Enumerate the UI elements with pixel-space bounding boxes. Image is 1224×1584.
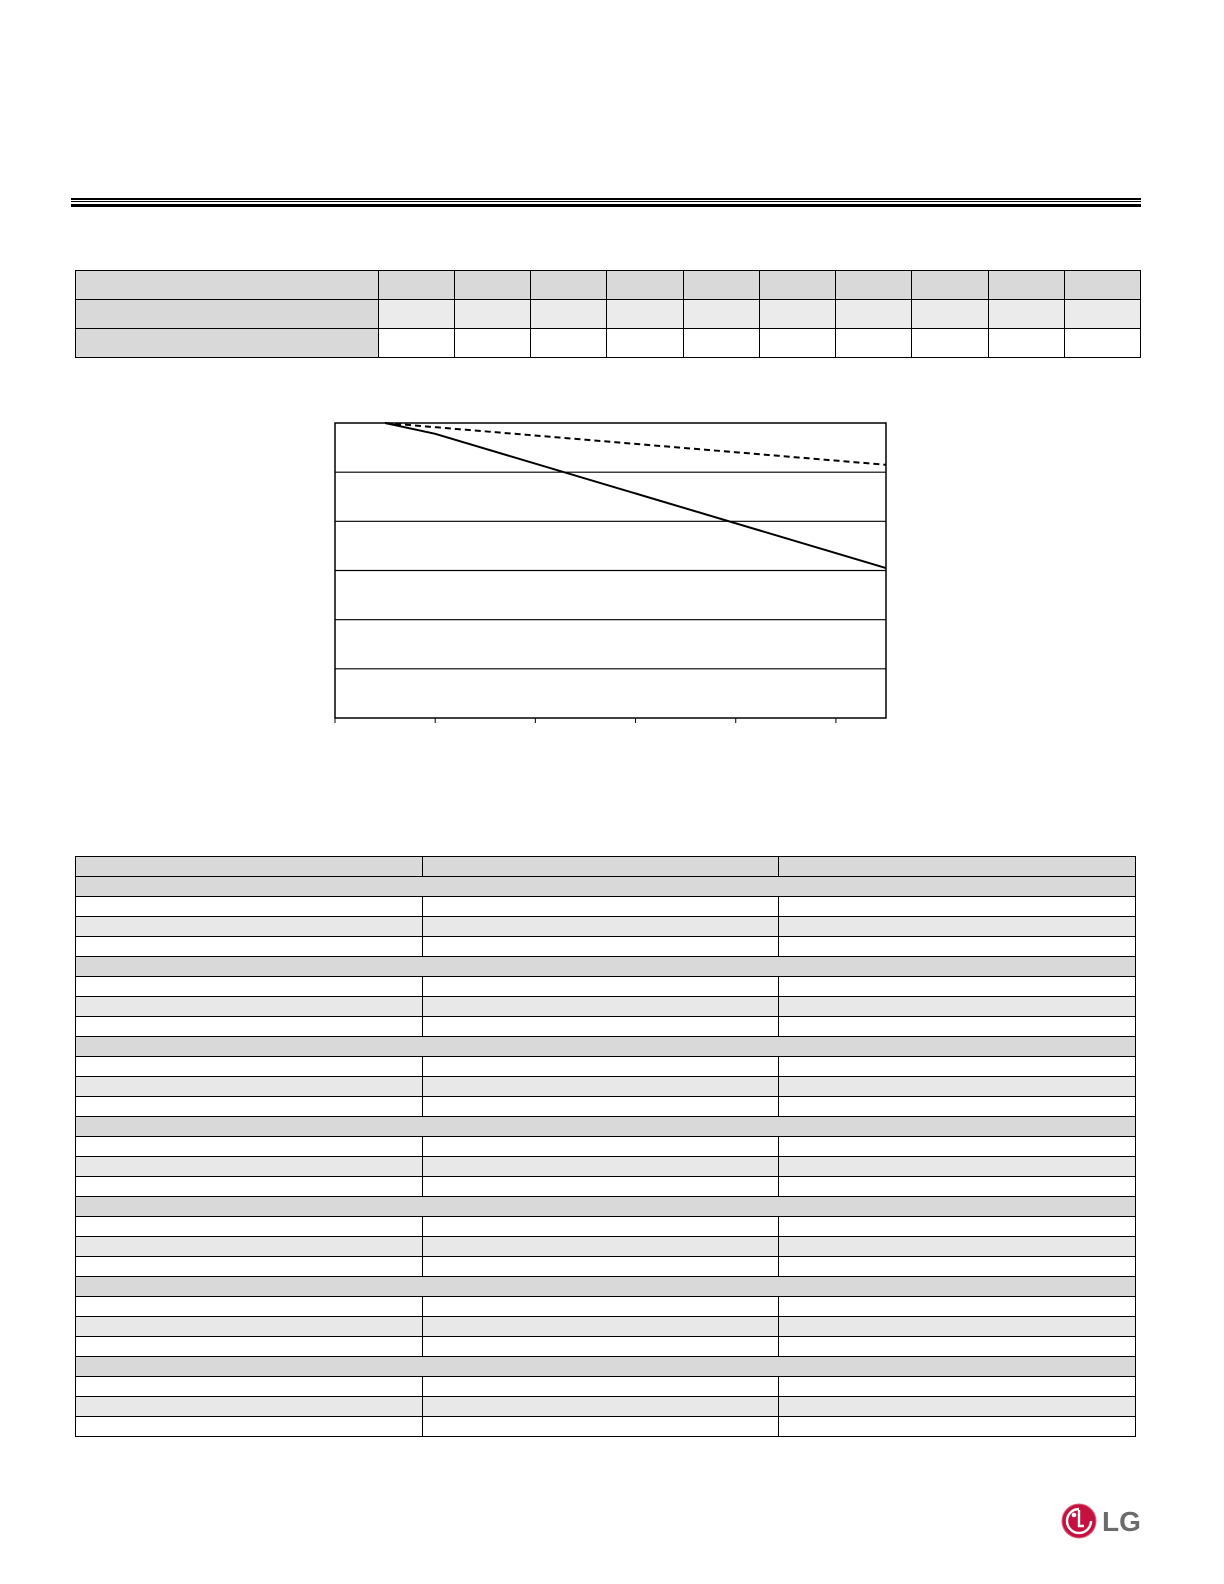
table-row: [76, 897, 1136, 917]
table-cell: [76, 997, 423, 1017]
spec-row-label: [76, 271, 379, 300]
capacity-chart: [330, 418, 900, 728]
specifications-table: [75, 270, 1141, 358]
table-cell: [423, 1137, 779, 1157]
spec-cell: [912, 329, 988, 358]
data-table: [75, 856, 1136, 1437]
spec-cell: [1064, 300, 1140, 329]
table-cell: [76, 1157, 423, 1177]
table-row: [76, 977, 1136, 997]
table-cell: [76, 1417, 423, 1437]
spec-cell: [454, 271, 530, 300]
table-cell: [76, 977, 423, 997]
table-cell: [779, 897, 1136, 917]
table-row: [76, 937, 1136, 957]
table-cell: [76, 1137, 423, 1157]
spec-row-label: [76, 300, 379, 329]
table-cell: [423, 1257, 779, 1277]
table-cell: [779, 1157, 1136, 1177]
table-row: [76, 1137, 1136, 1157]
table-cell: [423, 1017, 779, 1037]
spec-cell: [378, 300, 454, 329]
table-cell: [423, 1397, 779, 1417]
spec-cell: [1064, 329, 1140, 358]
table-cell: [76, 1337, 423, 1357]
table-cell: [779, 1137, 1136, 1157]
spec-cell: [836, 271, 912, 300]
table-cell: [779, 1417, 1136, 1437]
table-cell: [423, 917, 779, 937]
table-cell: [76, 957, 1136, 977]
table-row: [76, 1097, 1136, 1117]
spec-cell: [378, 271, 454, 300]
table-row: [76, 1237, 1136, 1257]
spec-cell: [607, 271, 683, 300]
table-cell: [779, 1097, 1136, 1117]
table-cell: [779, 977, 1136, 997]
table-row: [76, 1217, 1136, 1237]
table-cell: [779, 997, 1136, 1017]
spec-cell: [531, 329, 607, 358]
table-cell: [76, 1317, 423, 1337]
table-cell: [76, 1357, 1136, 1377]
table-group-row: [76, 1277, 1136, 1297]
spec-row-label: [76, 329, 379, 358]
table-cell: [423, 1417, 779, 1437]
table-cell: [423, 1097, 779, 1117]
spec-cell: [759, 329, 835, 358]
table-cell: [779, 1217, 1136, 1237]
table-cell: [779, 1017, 1136, 1037]
table-cell: [76, 937, 423, 957]
table-cell: [423, 997, 779, 1017]
table-row: [76, 1257, 1136, 1277]
table-group-row: [76, 1357, 1136, 1377]
table-cell: [423, 1337, 779, 1357]
table-cell: [779, 857, 1136, 877]
table-group-row: [76, 957, 1136, 977]
spec-cell: [759, 300, 835, 329]
table-cell: [76, 1397, 423, 1417]
table-row: [76, 1377, 1136, 1397]
spec-row: [76, 329, 1141, 358]
table-cell: [779, 917, 1136, 937]
table-row: [76, 1017, 1136, 1037]
table-group-row: [76, 1117, 1136, 1137]
spec-cell: [454, 300, 530, 329]
spec-cell: [912, 271, 988, 300]
table-cell: [423, 857, 779, 877]
lg-logo: [1060, 1500, 1144, 1542]
table-cell: [76, 1377, 423, 1397]
table-cell: [423, 977, 779, 997]
table-group-row: [76, 877, 1136, 897]
title-rule-middle: [71, 201, 1141, 202]
table-cell: [76, 877, 1136, 897]
table-cell: [76, 897, 423, 917]
spec-cell: [378, 329, 454, 358]
table-cell: [76, 1057, 423, 1077]
table-cell: [423, 897, 779, 917]
spec-cell: [683, 300, 759, 329]
table-row: [76, 1317, 1136, 1337]
spec-cell: [988, 329, 1064, 358]
table-row: [76, 1157, 1136, 1177]
table-cell: [779, 1397, 1136, 1417]
spec-cell: [531, 271, 607, 300]
title-rule-top: [71, 198, 1141, 200]
table-cell: [423, 1297, 779, 1317]
table-row: [76, 1417, 1136, 1437]
table-cell: [779, 1257, 1136, 1277]
table-cell: [76, 1277, 1136, 1297]
table-cell: [779, 1377, 1136, 1397]
table-row: [76, 1337, 1136, 1357]
spec-row: [76, 271, 1141, 300]
table-cell: [423, 1317, 779, 1337]
table-cell: [76, 1177, 423, 1197]
table-cell: [779, 1337, 1136, 1357]
spec-cell: [912, 300, 988, 329]
spec-cell: [988, 300, 1064, 329]
table-cell: [76, 1197, 1136, 1217]
table-row: [76, 1297, 1136, 1317]
table-cell: [423, 1377, 779, 1397]
table-group-row: [76, 1197, 1136, 1217]
table-cell: [423, 1237, 779, 1257]
table-cell: [779, 1057, 1136, 1077]
spec-cell: [607, 329, 683, 358]
table-cell: [76, 1257, 423, 1277]
table-cell: [76, 1117, 1136, 1137]
table-cell: [76, 1017, 423, 1037]
spec-cell: [454, 329, 530, 358]
spec-cell: [988, 271, 1064, 300]
table-cell: [76, 917, 423, 937]
spec-cell: [836, 329, 912, 358]
table-cell: [779, 1317, 1136, 1337]
lg-logo-text: LG: [1102, 1506, 1141, 1537]
table-cell: [76, 1217, 423, 1237]
table-cell: [779, 1297, 1136, 1317]
title-rule-bottom: [71, 204, 1141, 207]
table-cell: [76, 1237, 423, 1257]
spec-row: [76, 300, 1141, 329]
table-cell: [76, 1097, 423, 1117]
table-cell: [423, 1177, 779, 1197]
table-cell: [423, 1157, 779, 1177]
table-cell: [76, 1037, 1136, 1057]
table-row: [76, 1057, 1136, 1077]
table-group-row: [76, 1037, 1136, 1057]
table-cell: [779, 1177, 1136, 1197]
table-cell: [423, 1057, 779, 1077]
table-cell: [76, 1077, 423, 1097]
table-row: [76, 997, 1136, 1017]
table-cell: [423, 1077, 779, 1097]
table-row: [76, 1177, 1136, 1197]
spec-cell: [1064, 271, 1140, 300]
table-cell: [779, 937, 1136, 957]
table-cell: [779, 1237, 1136, 1257]
table-cell: [76, 857, 423, 877]
table-cell: [76, 1297, 423, 1317]
table-cell: [423, 937, 779, 957]
table-cell: [779, 1077, 1136, 1097]
table-row: [76, 1397, 1136, 1417]
table-header-row: [76, 857, 1136, 877]
table-cell: [423, 1217, 779, 1237]
spec-cell: [836, 300, 912, 329]
spec-cell: [683, 271, 759, 300]
spec-cell: [531, 300, 607, 329]
spec-cell: [607, 300, 683, 329]
spec-cell: [683, 329, 759, 358]
table-row: [76, 917, 1136, 937]
spec-cell: [759, 271, 835, 300]
table-row: [76, 1077, 1136, 1097]
